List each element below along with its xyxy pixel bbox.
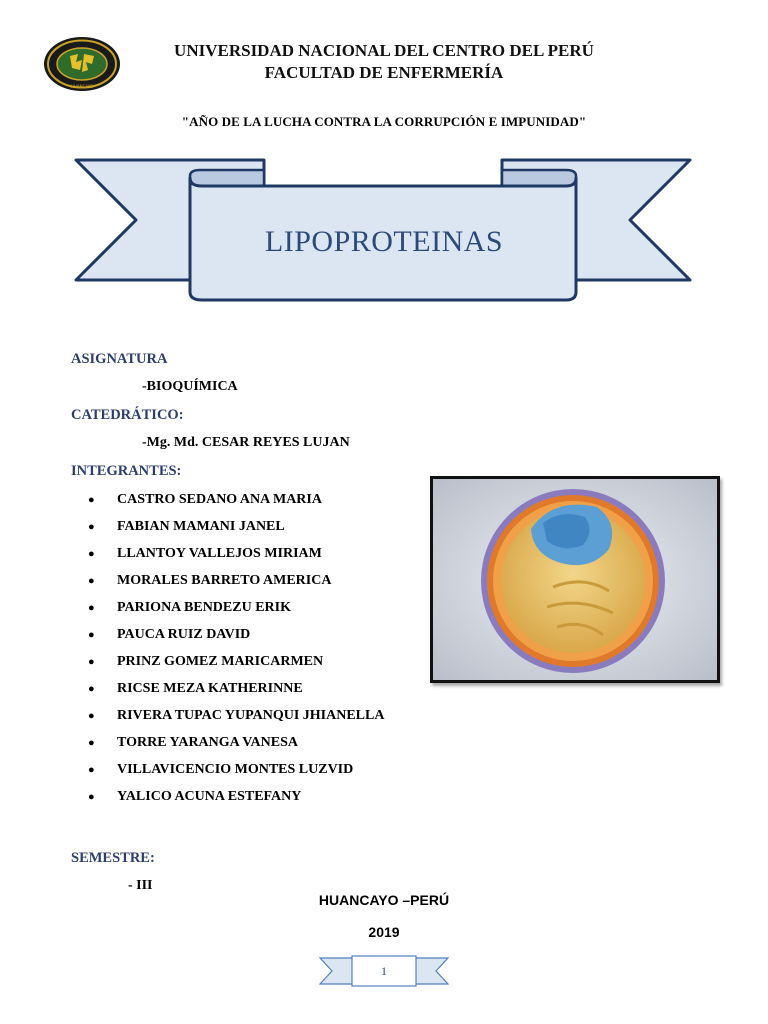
member-list-item bbox=[88, 787, 384, 814]
member-name: YALICO ACUNA ESTEFANY bbox=[117, 789, 302, 804]
member-name: CASTRO SEDANO ANA MARIA bbox=[117, 492, 322, 507]
member-name: LLANTOY VALLEJOS MIRIAM bbox=[117, 546, 322, 561]
bullet-icon: ● bbox=[88, 548, 95, 560]
university-logo bbox=[42, 36, 122, 92]
bullet-icon: ● bbox=[88, 683, 95, 695]
city-country: HUANCAYO –PERÚ bbox=[318, 892, 450, 908]
member-list-item bbox=[88, 733, 384, 760]
year-motto: "AÑO DE LA LUCHA CONTRA LA CORRUPCIÓN E IMPUNIDAD" bbox=[181, 114, 587, 129]
document-year: 2019 bbox=[368, 924, 400, 940]
university-name: UNIVERSIDAD NACIONAL DEL CENTRO DEL PERÚ bbox=[174, 41, 594, 60]
course-value: -BIOQUÍMICA bbox=[142, 379, 238, 394]
bullet-icon: ● bbox=[88, 737, 95, 749]
member-list-item bbox=[88, 490, 384, 517]
semester-value: - III bbox=[128, 878, 153, 893]
member-name: VILLAVICENCIO MONTES LUZVID bbox=[117, 762, 354, 777]
bullet-icon: ● bbox=[88, 656, 95, 668]
member-list-item bbox=[88, 760, 384, 787]
lipoprotein-particle-image bbox=[433, 479, 717, 680]
bullet-icon: ● bbox=[88, 575, 95, 587]
member-list-item bbox=[88, 625, 384, 652]
member-name: RICSE MEZA KATHERINNE bbox=[117, 681, 303, 696]
member-list-item bbox=[88, 652, 384, 679]
bullet-icon: ● bbox=[88, 791, 95, 803]
member-name: TORRE YARANGA VANESA bbox=[117, 735, 299, 750]
page-number: 1 bbox=[381, 964, 387, 978]
lipoprotein-image-frame bbox=[430, 476, 720, 683]
member-name: PARIONA BENDEZU ERIK bbox=[117, 600, 291, 615]
bullet-icon: ● bbox=[88, 710, 95, 722]
member-name: MORALES BARRETO AMERICA bbox=[117, 573, 332, 588]
faculty-name: FACULTAD DE ENFERMERÍA bbox=[264, 63, 504, 82]
professor-value: -Mg. Md. CESAR REYES LUJAN bbox=[142, 435, 350, 450]
member-list-item bbox=[88, 517, 384, 544]
bullet-icon: ● bbox=[88, 494, 95, 506]
university-header bbox=[120, 40, 648, 84]
bullet-icon: ● bbox=[88, 764, 95, 776]
logo-city-text: HUANCAYO bbox=[70, 84, 94, 89]
member-name: PRINZ GOMEZ MARICARMEN bbox=[117, 654, 324, 669]
members-list bbox=[88, 490, 384, 814]
members-label: INTEGRANTES: bbox=[71, 463, 182, 479]
course-label: ASIGNATURA bbox=[71, 351, 168, 367]
bullet-icon: ● bbox=[88, 629, 95, 641]
professor-label: CATEDRÁTICO: bbox=[71, 407, 184, 423]
member-list-item bbox=[88, 571, 384, 598]
member-name: FABIAN MAMANI JANEL bbox=[117, 519, 285, 534]
member-list-item bbox=[88, 706, 384, 733]
member-list-item bbox=[88, 544, 384, 571]
member-name: PAUCA RUIZ DAVID bbox=[117, 627, 251, 642]
bullet-icon: ● bbox=[88, 602, 95, 614]
member-name: RIVERA TUPAC YUPANQUI JHIANELLA bbox=[117, 708, 385, 723]
semester-label: SEMESTRE: bbox=[71, 850, 155, 866]
member-list-item bbox=[88, 679, 384, 706]
document-title: LIPOPROTEINAS bbox=[264, 225, 504, 258]
member-list-item bbox=[88, 598, 384, 625]
bullet-icon: ● bbox=[88, 521, 95, 533]
